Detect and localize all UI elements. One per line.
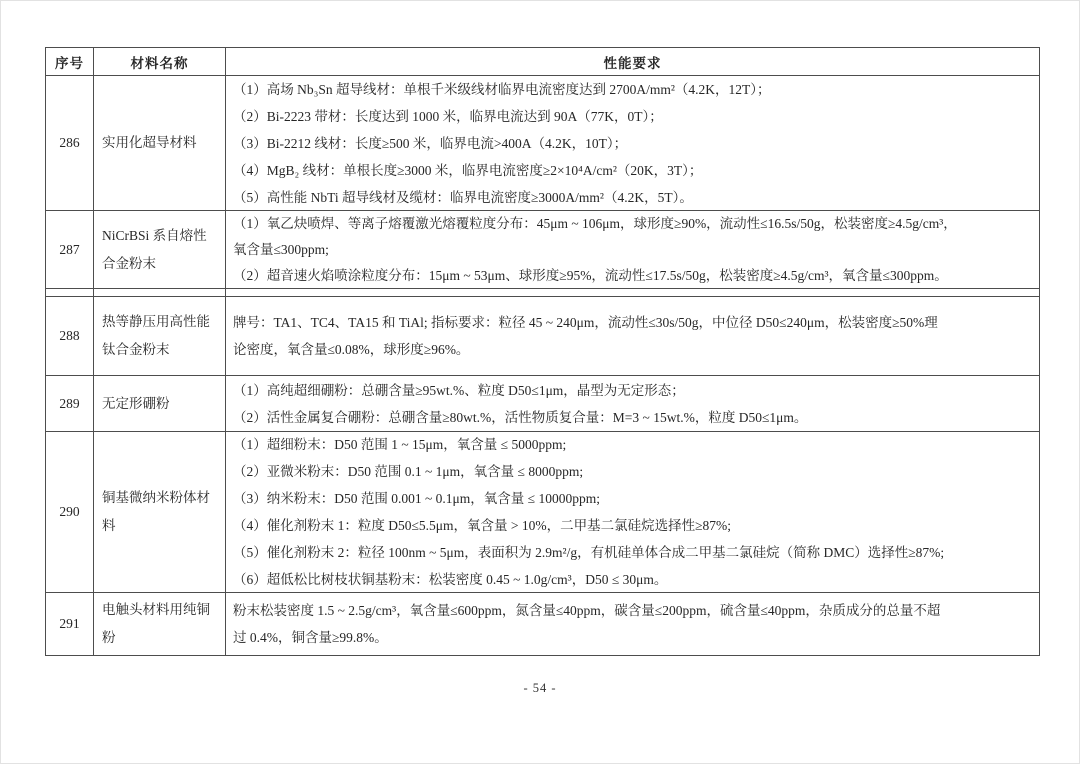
requirement-line: （2）活性金属复合硼粉：总硼含量≥80wt.%，活性物质复合量：M=3 ~ 15wt.%，粒度 D50≤1μm。: [233, 409, 808, 425]
header-requirements: 性能要求: [226, 48, 1040, 76]
requirement-line: 论密度，氧含量≤0.08%，球形度≥96%。: [233, 342, 470, 357]
table-row: [46, 76, 1040, 211]
row-index-cell: [46, 593, 94, 656]
material-name-cell: [94, 593, 226, 656]
divider-cell: [46, 289, 94, 297]
material-name-cell: [94, 376, 226, 432]
requirement-line: （2）Bi-2223 带材：长度达到 1000 米，临界电流达到 90A（77K，0T）；: [233, 108, 663, 124]
material-name-cell: [94, 432, 226, 593]
material-name-line: 实用化超导材料: [102, 135, 197, 150]
row-index: 291: [59, 616, 80, 631]
requirements-cell: [226, 593, 1040, 656]
material-name-cell: [94, 297, 226, 376]
requirement-line: 氧含量≤300ppm;: [233, 241, 329, 257]
row-index: 286: [59, 135, 80, 150]
row-index-cell: [46, 376, 94, 432]
material-name-line: 料: [102, 518, 116, 533]
row-index-cell: [46, 76, 94, 211]
requirements-cell: [226, 432, 1040, 593]
requirement-line: 过 0.4%，铜含量≥99.8%。: [233, 630, 388, 645]
material-name-cell: [94, 211, 226, 289]
requirement-line: （3）Bi-2212 线材：长度≥500 米，临界电流>400A（4.2K，10T）；: [233, 135, 628, 151]
table-row: [46, 297, 1040, 376]
table-header-row: [46, 48, 1040, 76]
requirement-line: 粉末松装密度 1.5 ~ 2.5g/cm³，氧含量≤600ppm，氮含量≤40ppm，碳含量≤200ppm，硫含量≤40ppm，杂质成分的总量不超: [233, 603, 941, 618]
requirement-line: （2）超音速火焰喷涂粒度分布：15μm ~ 53μm、球形度≥95%，流动性≤17.5s/50g，松装密度≥4.5g/cm³，氧含量≤300ppm。: [233, 267, 948, 283]
row-index: 288: [59, 328, 80, 343]
row-index-cell: [46, 432, 94, 593]
table-body: [46, 76, 1040, 656]
requirements-cell: [226, 211, 1040, 289]
requirement-line: （1）超细粉末：D50 范围 1 ~ 15μm，氧含量 ≤ 5000ppm;: [233, 437, 567, 452]
row-index: 290: [59, 504, 80, 519]
requirements-cell: [226, 297, 1040, 376]
table-row: [46, 211, 1040, 289]
table-row: [46, 432, 1040, 593]
table-row: [46, 593, 1040, 656]
requirements-cell: [226, 376, 1040, 432]
requirement-line: （6）超低松比树枝状铜基粉末：松装密度 0.45 ~ 1.0g/cm³，D50 ≤ 30μm。: [233, 572, 668, 587]
row-index: 287: [59, 241, 80, 257]
material-name-line: 铜基微纳米粉体材: [102, 490, 210, 505]
header-index: 序号: [46, 48, 94, 76]
divider-cell: [94, 289, 226, 297]
requirement-line: 牌号：TA1、TC4、TA15 和 TiAl; 指标要求：粒径 45 ~ 240μm，流动性≤30s/50g，中位径 D50≤240μm，松装密度≥50%理: [233, 315, 938, 330]
materials-table: [45, 47, 1040, 656]
material-name-line: 无定形硼粉: [102, 395, 170, 411]
header-material-name: 材料名称: [94, 48, 226, 76]
requirement-line: （5）高性能 NbTi 超导线材及缆材：临界电流密度≥3000A/mm²（4.2K，5T）。: [233, 189, 693, 205]
material-name-line: 钛合金粉末: [102, 342, 170, 357]
material-name-line: 粉: [102, 630, 116, 645]
material-name-line: 合金粉末: [102, 255, 156, 271]
requirement-line: （2）亚微米粉末：D50 范围 0.1 ~ 1μm，氧含量 ≤ 8000ppm;: [233, 464, 584, 479]
page-break-divider: [46, 289, 1040, 297]
requirement-line: （1）高场 Nb₃Sn 超导线材：单根千米级线材临界电流密度达到 2700A/mm²（4.2K，12T）；: [233, 81, 771, 97]
material-name-line: 电触头材料用纯铜: [102, 602, 210, 617]
row-index-cell: [46, 211, 94, 289]
requirement-line: （1）高纯超细硼粉：总硼含量≥95wt.%、粒度 D50≤1μm，晶型为无定形态；: [233, 382, 685, 398]
page-number: - 54 -: [523, 681, 557, 695]
material-name-cell: [94, 76, 226, 211]
requirement-line: （3）纳米粉末：D50 范围 0.001 ~ 0.1μm，氧含量 ≤ 10000ppm;: [233, 491, 600, 506]
material-name-line: 热等静压用高性能: [102, 314, 210, 329]
table-row: [46, 376, 1040, 432]
requirement-line: （4）催化剂粉末 1：粒度 D50≤5.5μm，氧含量 > 10%，二甲基二氯硅烷选择性≥87%;: [233, 518, 732, 533]
requirement-line: （5）催化剂粉末 2：粒径 100nm ~ 5μm，表面积为 2.9m²/g，有机硅单体合成二甲基二氯硅烷（简称 DMC）选择性≥87%;: [233, 545, 945, 560]
requirements-cell: [226, 76, 1040, 211]
requirement-line: （4）MgB₂ 线材：单根长度≥3000 米，临界电流密度≥2×10⁴A/cm²（20K，3T）；: [233, 162, 703, 178]
row-index-cell: [46, 297, 94, 376]
requirement-line: （1）氧乙炔喷焊、等离子熔覆激光熔覆粒度分布：45μm ~ 106μm，球形度≥90%，流动性≤16.5s/50g，松装密度≥4.5g/cm³，: [233, 215, 957, 231]
divider-cell: [226, 289, 1040, 297]
material-name-line: NiCrBSi 系自熔性: [102, 227, 207, 243]
row-index: 289: [59, 395, 80, 411]
